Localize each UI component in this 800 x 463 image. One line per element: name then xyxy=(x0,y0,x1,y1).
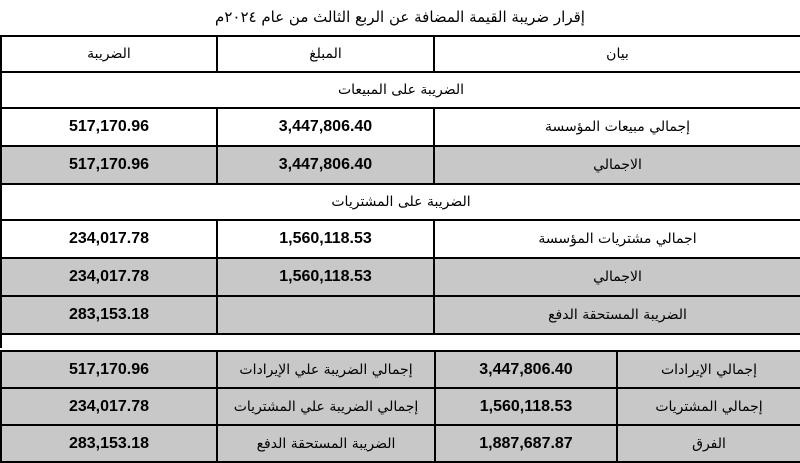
table-row xyxy=(1,258,800,296)
vat-main-table xyxy=(0,35,800,335)
purchases-total-tax-cell: 234,017.78 xyxy=(1,258,217,296)
summary-revenue-label: إجمالي الإيرادات xyxy=(617,351,800,388)
summary-purchases-tax: 234,017.78 xyxy=(1,388,217,425)
table-spacer xyxy=(0,318,800,348)
sales-total-label-cell: الاجمالي xyxy=(434,146,800,184)
summary-difference-label: الفرق xyxy=(617,425,800,462)
purchases-total-amount-cell: 1,560,118.53 xyxy=(217,258,434,296)
purchases-section-row xyxy=(1,184,800,220)
sales-total-tax-cell: 517,170.96 xyxy=(1,146,217,184)
payable-tax-cell: 283,153.18 xyxy=(1,296,217,334)
sales-label-cell: إجمالي مبيعات المؤسسة xyxy=(434,108,800,146)
purchases-label-cell: اجمالي مشتريات المؤسسة xyxy=(434,220,800,258)
vat-summary-table xyxy=(0,350,800,463)
purchases-tax-cell: 234,017.78 xyxy=(1,220,217,258)
page-title: إقرار ضريبة القيمة المضافة عن الربع الثالث من عام ٢٠٢٤م xyxy=(215,8,585,26)
table-row xyxy=(1,108,800,146)
summary-revenue-amount: 3,447,806.40 xyxy=(435,351,617,388)
purchases-section-title: الضريبة على المشتريات xyxy=(1,184,800,220)
summary-difference-amount: 1,887,687.87 xyxy=(435,425,617,462)
payable-label-cell: الضريبة المستحقة الدفع xyxy=(434,296,800,334)
table-row xyxy=(1,388,800,425)
header-row xyxy=(1,36,800,72)
header-amount: المبلغ xyxy=(217,36,434,72)
table-row xyxy=(1,146,800,184)
sales-section-title: الضريبة على المبيعات xyxy=(1,72,800,108)
table-row xyxy=(1,425,800,462)
summary-revenue-tax-label: إجمالي الضريبة علي الإيرادات xyxy=(217,351,435,388)
table-row xyxy=(1,220,800,258)
header-description: بيان xyxy=(434,36,800,72)
sales-section-row xyxy=(1,72,800,108)
summary-purchases-tax-label: إجمالي الضريبة علي المشتريات xyxy=(217,388,435,425)
sales-tax-cell: 517,170.96 xyxy=(1,108,217,146)
summary-purchases-amount: 1,560,118.53 xyxy=(435,388,617,425)
summary-difference-tax: 283,153.18 xyxy=(1,425,217,462)
summary-revenue-tax: 517,170.96 xyxy=(1,351,217,388)
sales-total-amount-cell: 3,447,806.40 xyxy=(217,146,434,184)
sales-amount-cell: 3,447,806.40 xyxy=(217,108,434,146)
table-row xyxy=(1,351,800,388)
purchases-total-label-cell: الاجمالي xyxy=(434,258,800,296)
header-tax: الضريبة xyxy=(1,36,217,72)
purchases-amount-cell: 1,560,118.53 xyxy=(217,220,434,258)
summary-purchases-label: إجمالي المشتريات xyxy=(617,388,800,425)
summary-difference-tax-label: الضريبة المستحقة الدفع xyxy=(217,425,435,462)
